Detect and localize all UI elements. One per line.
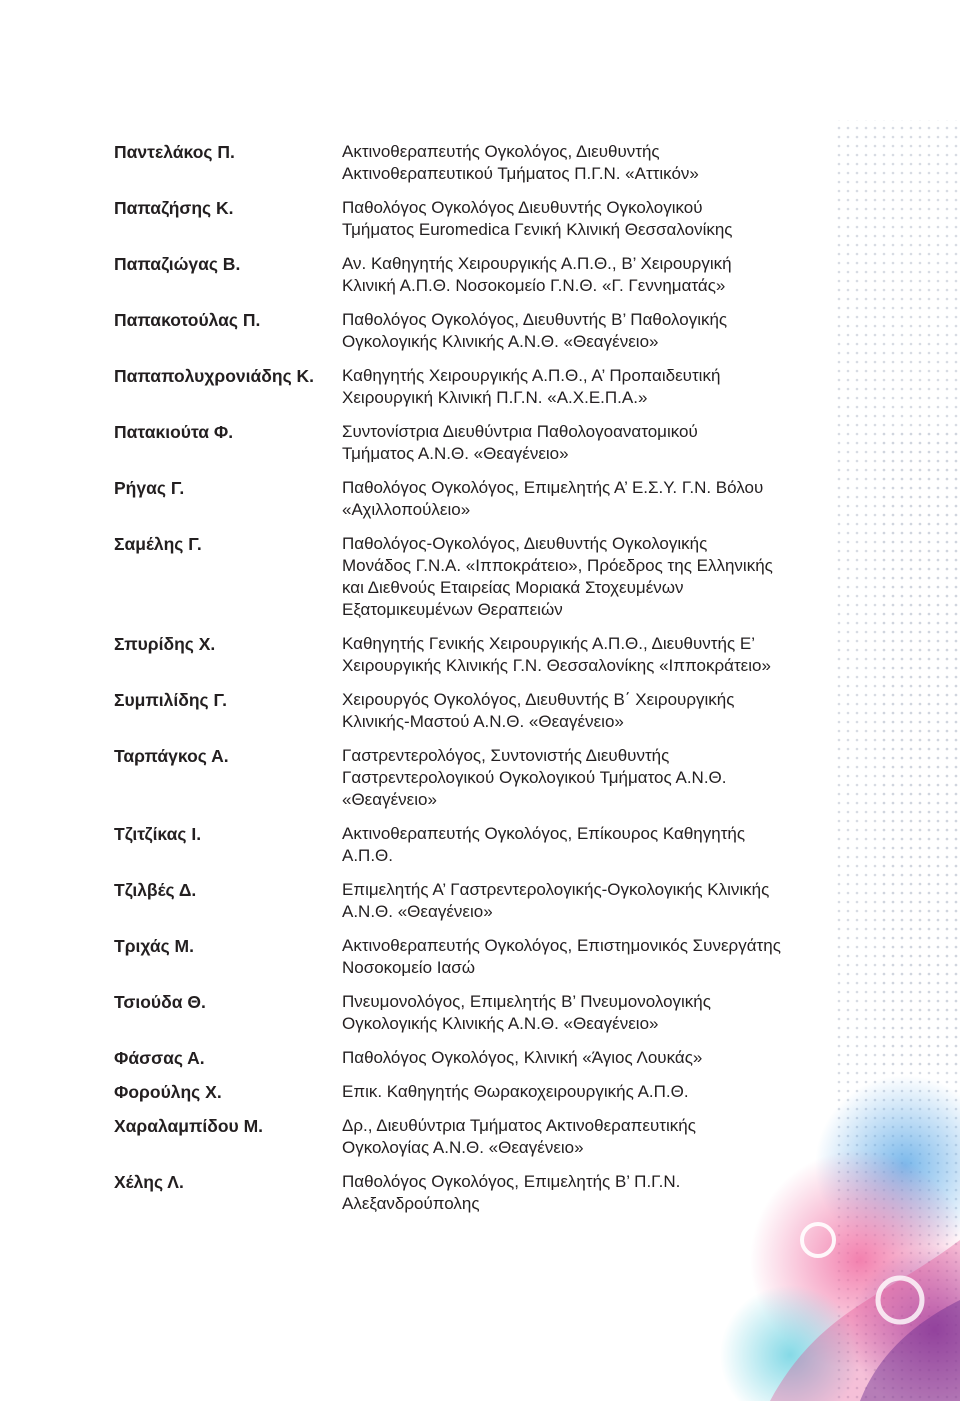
faculty-entry [114,745,814,811]
faculty-name: Σαμέλης Γ. [114,534,202,554]
faculty-entry [114,141,814,185]
faculty-name: Παπαπολυχρονιάδης Κ. [114,366,315,386]
faculty-entry [114,533,814,621]
faculty-name: Ταρπάγκος Α. [114,746,229,766]
faculty-role: Καθηγητής Γενικής Χειρουργικής Α.Π.Θ., Διευθυντής Ε’ Χειρουργικής Κλινικής Γ.Ν. Θεσσαλονίκης «Ιπποκράτειο» [342,634,771,675]
faculty-entry [114,253,814,297]
faculty-role: Παθολόγος Ογκολόγος Διευθυντής Ογκολογικού Τμήματος Euromedica Γενική Κλινική Θεσσαλονίκης [342,198,733,239]
faculty-role: Παθολόγος Ογκολόγος, Διευθυντής Β’ Παθολογικής Ογκολογικής Κλινικής Α.Ν.Θ. «Θεαγένειο» [342,310,728,351]
faculty-role: Συντονίστρια Διευθύντρια Παθολογοανατομικού Τμήματος Α.Ν.Θ. «Θεαγένειο» [342,422,698,463]
faculty-name: Τριχάς Μ. [114,936,194,956]
faculty-name: Τζιλβές Δ. [114,880,197,900]
faculty-role: Γαστρεντερολόγος, Συντονιστής Διευθυντής Γαστρεντερολογικού Ογκολογικού Τμήματος Α.Ν.Θ. «Θεαγένειο» [342,746,727,809]
faculty-entry [114,1171,814,1215]
faculty-name: Παπακοτούλας Π. [114,310,261,330]
faculty-entry [114,935,814,979]
faculty-role: Επιμελητής Α’ Γαστρεντερολογικής-Ογκολογικής Κλινικής Α.Ν.Θ. «Θεαγένειο» [342,880,770,921]
faculty-role: Παθολόγος-Ογκολόγος, Διευθυντής Ογκολογικής Μονάδος Γ.Ν.Α. «Ιπποκράτειο», Πρόεδρος της Ελληνικής και Διεθνούς Εταιρείας Μοριακά Στοχευμένων Εξατομικευμένων Θεραπειών [342,534,773,619]
faculty-entry [114,421,814,465]
faculty-name: Παπαζήσης Κ. [114,198,234,218]
faculty-role: Ακτινοθεραπευτής Ογκολόγος, Επίκουρος Καθηγητής Α.Π.Θ. [342,824,746,865]
faculty-name: Τσιούδα Θ. [114,992,206,1012]
faculty-entry [114,633,814,677]
faculty-role: Παθολόγος Ογκολόγος, Επιμελητής Α’ Ε.Σ.Υ. Γ.Ν. Βόλου «Αχιλλοπούλειο» [342,478,764,519]
faculty-entry [114,689,814,733]
faculty-name: Παντελάκος Π. [114,142,235,162]
faculty-name: Χαραλαμπίδου Μ. [114,1116,264,1136]
faculty-role: Χειρουργός Ογκολόγος, Διευθυντής Β΄ Χειρουργικής Κλινικής-Μαστού Α.Ν.Θ. «Θεαγένειο» [342,690,735,731]
faculty-role: Παθολόγος Ογκολόγος, Κλινική «Άγιος Λουκάς» [342,1048,703,1067]
faculty-role: Καθηγητής Χειρουργικής Α.Π.Θ., Α’ Προπαιδευτική Χειρουργική Κλινική Π.Γ.Ν. «Α.Χ.Ε.Π.Α.» [342,366,721,407]
faculty-roster [114,141,814,1227]
faculty-name: Πατακιούτα Φ. [114,422,234,442]
faculty-entry [114,879,814,923]
faculty-entry [114,1115,814,1159]
faculty-entry [114,309,814,353]
faculty-name: Φάσσας Α. [114,1048,205,1068]
faculty-role: Δρ., Διευθύντρια Τμήματος Ακτινοθεραπευτικής Ογκολογίας Α.Ν.Θ. «Θεαγένειο» [342,1116,696,1157]
faculty-name: Ρήγας Γ. [114,478,185,498]
faculty-role: Ακτινοθεραπευτής Ογκολόγος, Επιστημονικός Συνεργάτης Νοσοκομείο Ιασώ [342,936,781,977]
faculty-role: Ακτινοθεραπευτής Ογκολόγος, Διευθυντής Ακτινοθεραπευτικού Τμήματος Π.Γ.Ν. «Αττικόν» [342,142,699,183]
faculty-entry [114,823,814,867]
faculty-entry [114,477,814,521]
faculty-entry [114,197,814,241]
faculty-entry [114,991,814,1035]
faculty-name: Τζιτζίκας Ι. [114,824,202,844]
faculty-entry [114,1047,814,1069]
faculty-entry [114,1081,814,1103]
faculty-name: Συμπιλίδης Γ. [114,690,227,710]
faculty-role: Παθολόγος Ογκολόγος, Επιμελητής Β’ Π.Γ.Ν. Αλεξανδρούπολης [342,1172,681,1213]
faculty-entry [114,365,814,409]
faculty-role: Πνευμονολόγος, Επιμελητής Β’ Πνευμονολογικής Ογκολογικής Κλινικής Α.Ν.Θ. «Θεαγένειο» [342,992,711,1033]
faculty-name: Χέλης Λ. [114,1172,184,1192]
faculty-name: Παπαζιώγας Β. [114,254,241,274]
faculty-name: Σπυρίδης Χ. [114,634,216,654]
faculty-role: Επικ. Καθηγητής Θωρακοχειρουργικής Α.Π.Θ. [342,1082,689,1101]
faculty-name: Φορούλης Χ. [114,1082,222,1102]
faculty-role: Αν. Καθηγητής Χειρουργικής Α.Π.Θ., Β’ Χειρουργική Κλινική Α.Π.Θ. Νοσοκομείο Γ.Ν.Θ. «Γ. Γεννηματάς» [342,254,732,295]
